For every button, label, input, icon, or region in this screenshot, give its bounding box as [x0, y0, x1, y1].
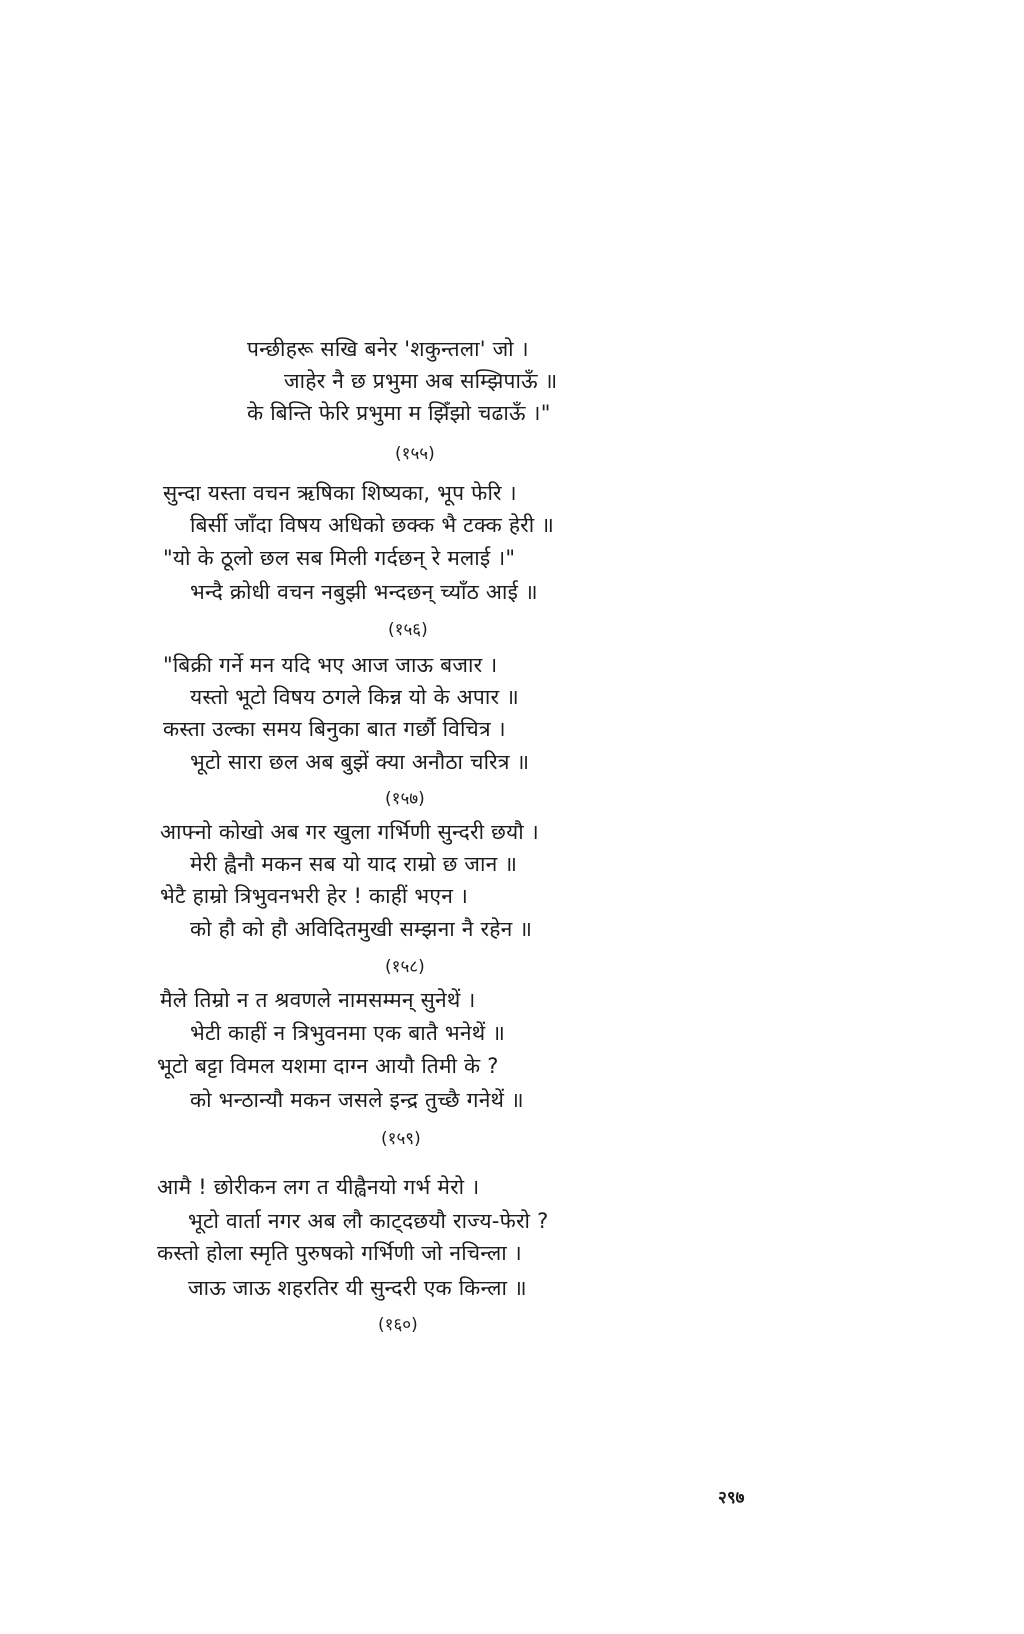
- verse-line: जाहेर नै छ प्रभुमा अब सम्झिपाऊँ ॥: [284, 369, 558, 393]
- verse-line: भूटो सारा छल अब बुझें क्या अनौठा चरित्र ॥: [190, 750, 530, 774]
- verse-line: कस्ता उल्का समय बिनुका बात गर्छौ विचित्र ।: [163, 717, 506, 741]
- verse-line: आमै ! छोरीकन लग त यीह्वैनयो गर्भ मेरो ।: [157, 1175, 480, 1199]
- verse-line: भेटै हाम्रो त्रिभुवनभरी हेर ! काहीं भएन ।: [160, 884, 469, 908]
- verse-line: कस्तो होला स्मृति पुरुषको गर्भिणी जो नचिन्ला ।: [157, 1241, 522, 1265]
- verse-line: के बिन्ति फेरि प्रभुमा म झिँझो चढाऊँ ।": [247, 401, 551, 425]
- verse-line: यस्तो भूटो विषय ठगले किन्न यो के अपार ॥: [190, 685, 519, 709]
- verse-line: मेरी ह्वैनौ मकन सब यो याद राम्रो छ जान ॥: [190, 852, 518, 876]
- verse-line: आफ्नो कोखो अब गर खुला गर्भिणी सुन्दरी छयौ ।: [160, 820, 539, 844]
- stanza-number: (१५७): [385, 789, 425, 809]
- verse-line: भूटो वार्ता नगर अब लौ काट्दछयौ राज्य-फेरो ?: [188, 1209, 549, 1233]
- verse-line: पन्छीहरू सखि बनेर 'शकुन्तला' जो ।: [247, 337, 529, 361]
- stanza-number: (१५५): [395, 444, 435, 464]
- stanza-number: (१६०): [378, 1315, 418, 1335]
- stanza-number: (१५६): [388, 620, 428, 640]
- verse-line: बिर्सी जाँदा विषय अधिको छक्क भै टक्क हेरी ॥: [190, 513, 555, 537]
- verse-line: मैले तिम्रो न त श्रवणले नामसम्मन् सुनेथें ।: [160, 988, 476, 1012]
- verse-line: भूटो बट्टा विमल यशमा दाग्न आयौ तिमी के ?: [157, 1054, 499, 1078]
- verse-line: को भन्ठान्यौ मकन जसले इन्द्र तुच्छै गनेथें ॥: [190, 1088, 524, 1112]
- verse-line: "यो के ठूलो छल सब मिली गर्दछन् रे मलाई ।": [163, 546, 516, 570]
- verse-line: सुन्दा यस्ता वचन ऋषिका शिष्यका, भूप फेरि ।: [163, 481, 517, 505]
- page-number: २९७: [718, 1488, 745, 1508]
- verse-line: भेटी काहीं न त्रिभुवनमा एक बातै भनेथें ॥: [190, 1021, 506, 1045]
- verse-line: भन्दै क्रोधी वचन नबुझी भन्दछन् च्याँठ आई ॥: [190, 580, 538, 604]
- stanza-number: (१५८): [385, 957, 425, 977]
- stanza-number: (१५९): [381, 1129, 421, 1149]
- verse-line: जाऊ जाऊ शहरतिर यी सुन्दरी एक किन्ला ॥: [188, 1276, 527, 1300]
- verse-line: "बिक्री गर्ने मन यदि भए आज जाऊ बजार ।: [163, 653, 498, 677]
- verse-line: को हौ को हौ अविदितमुखी सम्झना नै रहेन ॥: [190, 917, 533, 941]
